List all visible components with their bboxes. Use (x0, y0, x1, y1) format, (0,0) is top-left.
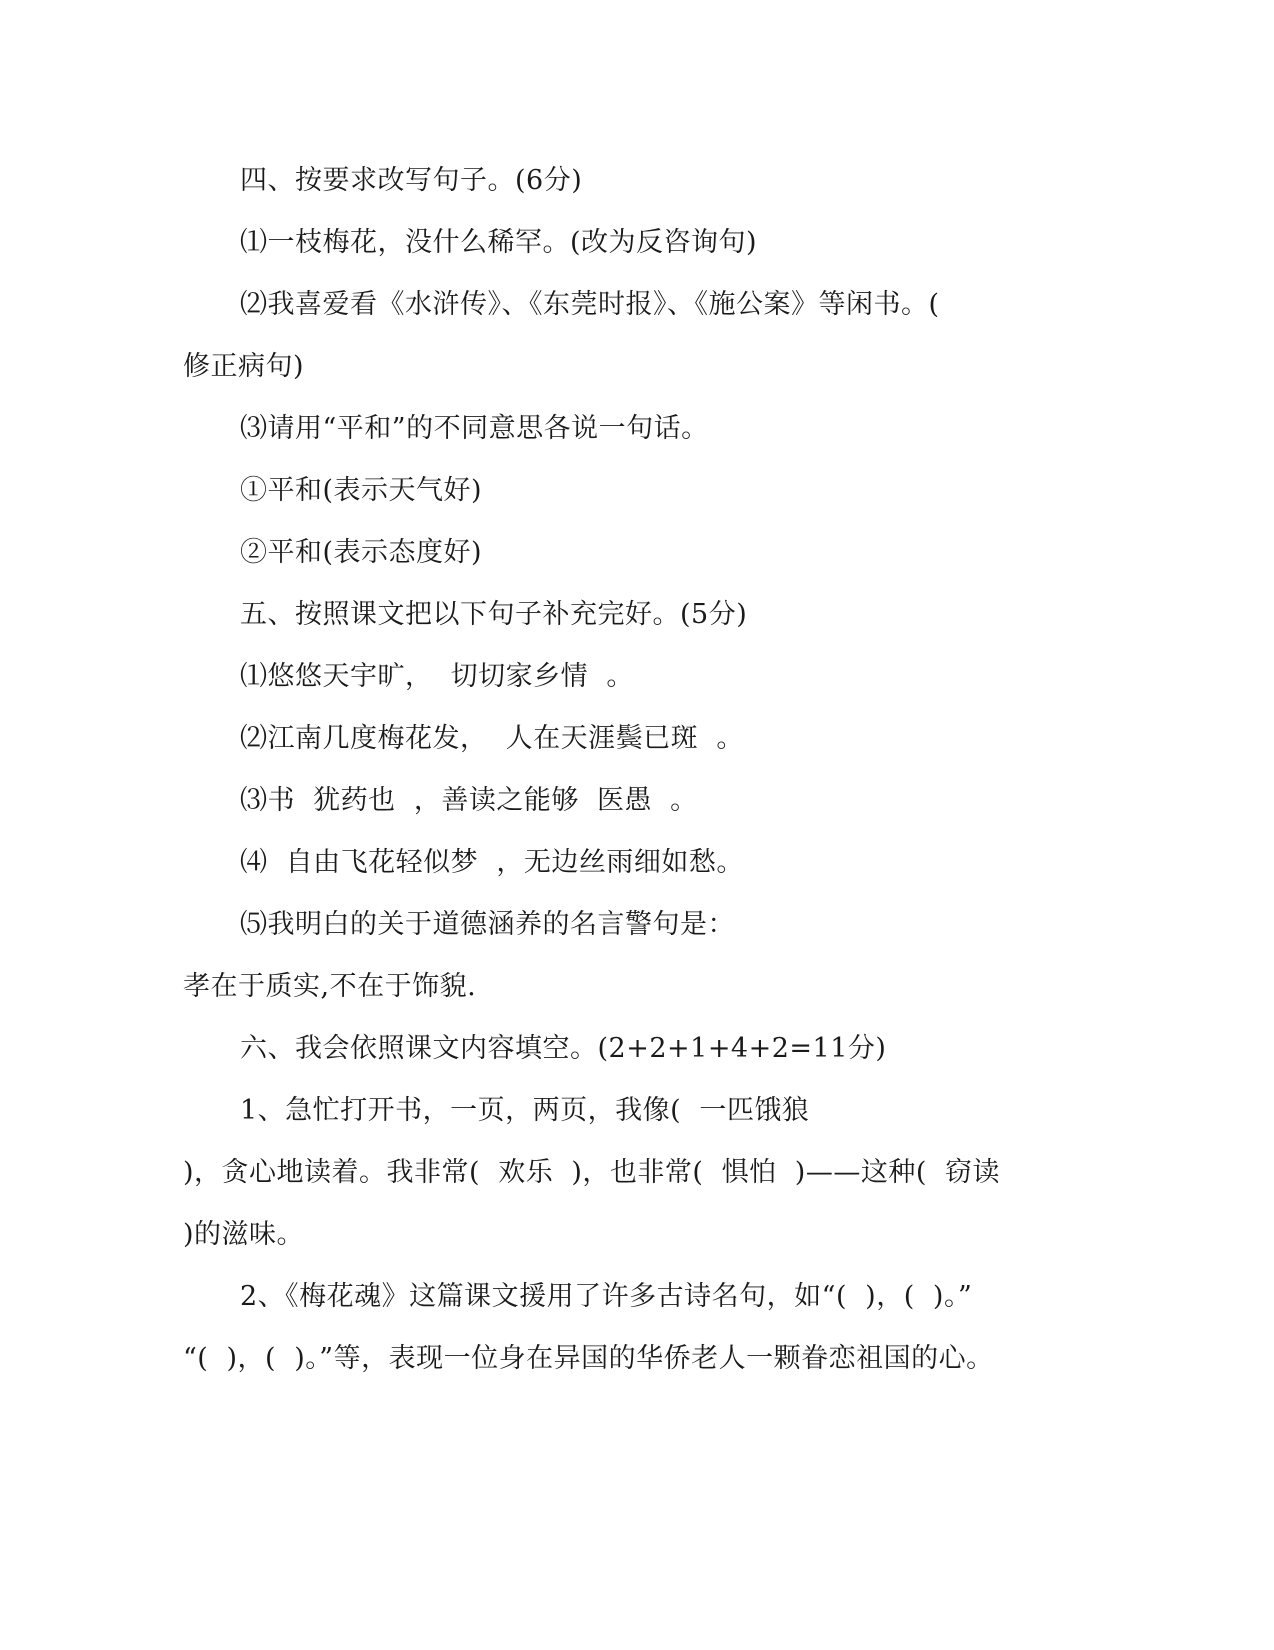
section-6-question-1-line-2: )，贪心地读着。我非常( 欢乐 )，也非常( 惧怕 )——这种( 窃读 (183, 1157, 1001, 1188)
section-5-question-5-line-1: ⑸我明白的关于道德涵养的名言警句是： (240, 909, 735, 940)
section-4-heading: 四、按要求改写句子。(6分) (240, 165, 583, 196)
section-6-question-1-line-3: )的滋味。 (183, 1219, 305, 1250)
section-5-question-5-line-2: 孝在于质实,不在于饰貌. (183, 971, 477, 1002)
section-5-question-4: ⑷ 自由飞花轻似梦 ，无边丝雨细如愁。 (240, 847, 744, 878)
section-6-question-2-line-1: 2、《梅花魂》这篇课文援用了许多古诗名句，如“( )，( )。” (240, 1281, 973, 1312)
section-4-question-3: ⑶请用“平和”的不同意思各说一句话。 (240, 413, 709, 444)
section-4-question-2-line-1: ⑵我喜爱看《水浒传》、《东莞时报》、《施公案》等闲书。( (240, 289, 940, 320)
section-6-question-2-line-2: “( )，( )。”等，表现一位身在异国的华侨老人一颗眷恋祖国的心。 (183, 1343, 994, 1374)
section-5-question-2: ⑵江南几度梅花发， 人在天涯鬓已斑 。 (240, 723, 744, 754)
section-5-question-3: ⑶书 犹药也 ，善读之能够 医愚 。 (240, 785, 698, 816)
section-4-question-3-b: ②平和(表示态度好) (240, 537, 483, 568)
section-4-question-2-line-2: 修正病句) (183, 351, 305, 382)
section-4-question-1: ⑴一枝梅花，没什么稀罕。(改为反咨询句) (240, 227, 758, 258)
section-5-question-1: ⑴悠悠天宇旷， 切切家乡情 。 (240, 661, 634, 692)
section-6-question-1-line-1: 1、急忙打开书，一页，两页，我像( 一匹饿狼 (240, 1095, 810, 1126)
section-5-heading: 五、按照课文把以下句子补充完好。(5分) (240, 599, 748, 630)
section-4-question-3-a: ①平和(表示天气好) (240, 475, 483, 506)
section-6-heading: 六、我会依照课文内容填空。(2+2+1+4+2=11分) (240, 1033, 887, 1064)
